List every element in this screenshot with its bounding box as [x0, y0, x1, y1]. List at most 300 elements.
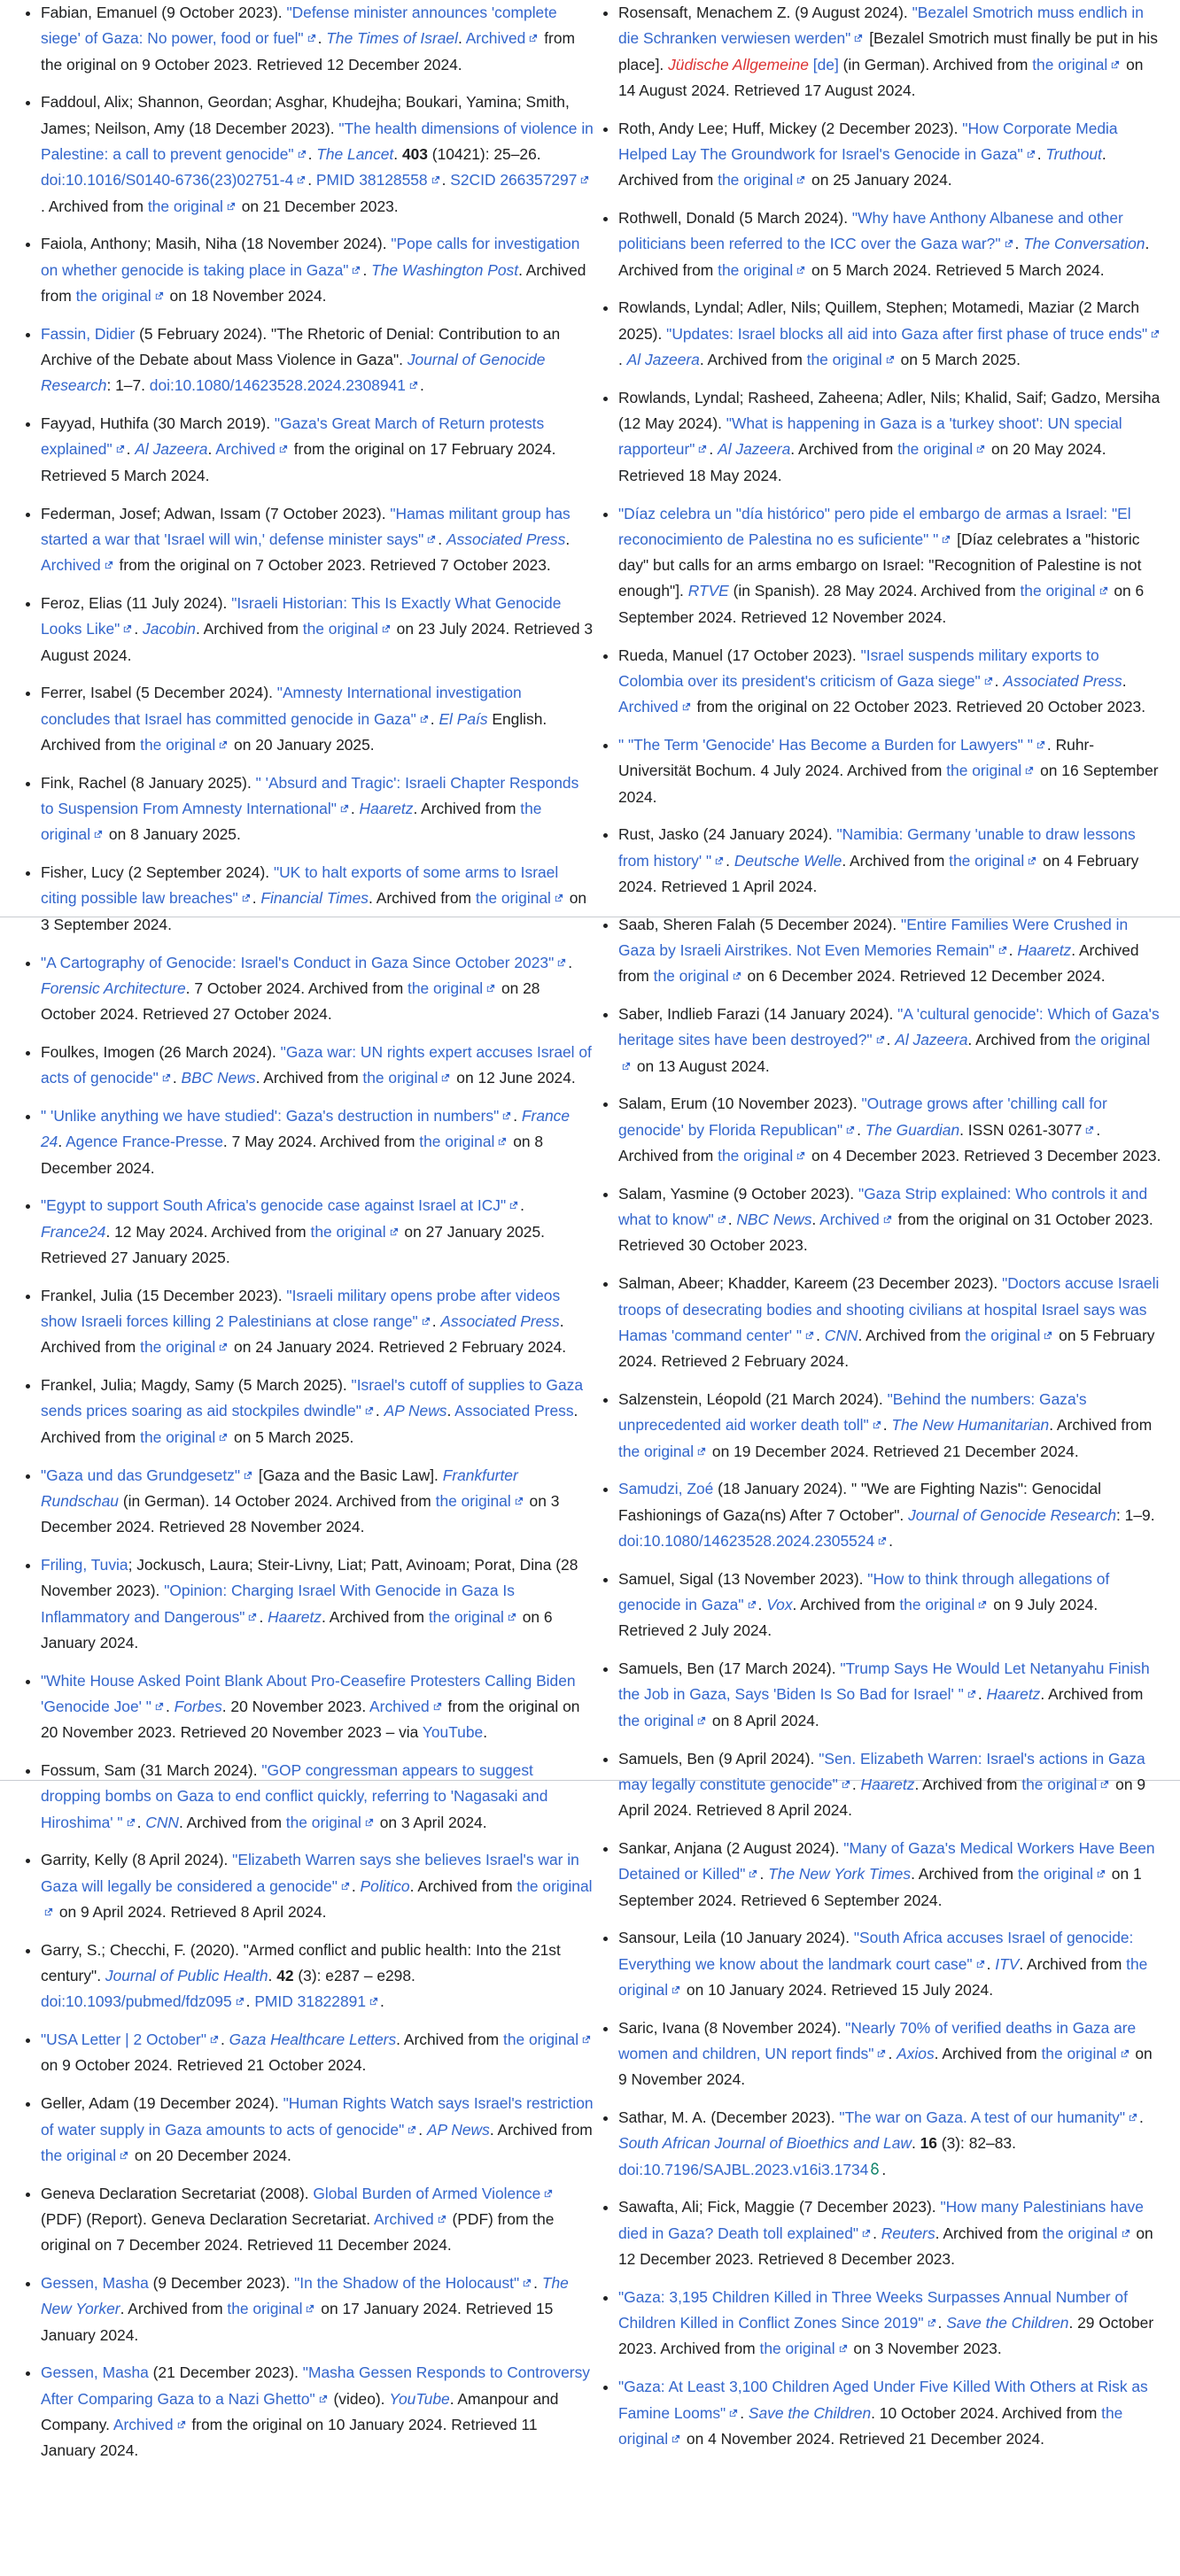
publication-link[interactable]: Deutsche Welle — [734, 851, 842, 870]
citation-link[interactable]: "How many Palestinians have died in Gaza? Death toll explained" — [618, 2198, 1144, 2242]
external-link-icon — [126, 1818, 136, 1828]
citation-link[interactable]: Archived — [373, 2209, 434, 2228]
reference-item — [618, 2194, 1162, 2272]
publication-link[interactable]: The New Yorker — [41, 2274, 569, 2318]
citation-text: . Archived from — [842, 851, 950, 870]
citation-link[interactable]: "Trump Says He Would Let Netanyahu Finish the Job in Gaza, Says 'Biden Is So Bad for Israel' " — [618, 1659, 1150, 1704]
citation-link[interactable]: Agence France-Presse — [66, 1133, 223, 1151]
citation-text: on 6 January 2024. — [41, 1607, 553, 1652]
publication-link[interactable]: Gaza Healthcare Letters — [229, 2031, 397, 2049]
citation-link[interactable]: the original — [227, 2300, 303, 2318]
citation-link[interactable]: " 'Unlike anything we have studied': Gaza's destruction in numbers" — [41, 1106, 500, 1125]
reference-list — [18, 0, 594, 2464]
citation-text: . Archived from — [322, 1607, 429, 1626]
citation-link[interactable]: "Pope calls for investigation on whether genocide is taking place in Gaza" — [41, 235, 580, 279]
citation-text: . Amanpour and Company. — [41, 2389, 559, 2434]
external-link-icon — [381, 624, 391, 634]
citation-text: Geller, Adam (19 December 2024). — [41, 2094, 283, 2113]
citation-link[interactable]: the original — [419, 1133, 495, 1151]
external-link-icon — [154, 1702, 164, 1712]
citation-text: . — [221, 2031, 229, 2049]
citation-link[interactable]: the original — [435, 1491, 511, 1510]
citation-link[interactable]: the original — [718, 171, 794, 190]
citation-link[interactable]: "Elizabeth Warren says she believes Israel's war in Gaza will legally be considered a genocide" — [41, 1851, 579, 1895]
citation-link[interactable]: "Amnesty International investigation concludes that Israel has committed genocide in Gaza" — [41, 684, 522, 728]
citation-text: on 9 November 2024. — [618, 2044, 1153, 2089]
citation-link[interactable]: the original — [1075, 1031, 1151, 1049]
citation-text: Samuels, Ben (17 March 2024). — [618, 1659, 841, 1678]
external-link-icon — [528, 34, 538, 43]
citation-link[interactable]: the original — [140, 735, 216, 754]
citation-link[interactable]: "Why have Anthony Albanese and other politicians been referred to the ICC over the Gaza war?" — [618, 209, 1123, 253]
citation-link[interactable]: "Gaza: At Least 3,100 Children Aged Under Five Killed With Others at Risk as Famine Looms" — [618, 2378, 1148, 2422]
publication-link[interactable]: Al Jazeera — [626, 351, 700, 369]
reference-item — [41, 1283, 594, 1361]
citation-text: . Archived from — [914, 1775, 1022, 1793]
citation-link[interactable]: "Israel suspends military exports to Colombia over its president's criticism of Gaza siege" — [618, 646, 1099, 690]
citation-text: . ISSN 0261-3077 — [959, 1120, 1083, 1139]
citation-link[interactable]: "South Africa accuses Israel of genocide: Everything we know about the landmark court case" — [618, 1929, 1134, 1973]
citation-text: . 7 May 2024. Archived from — [222, 1133, 420, 1151]
citation-text: . Archived from — [934, 2044, 1042, 2062]
citation-link[interactable]: the original — [1042, 2224, 1118, 2242]
citation-link[interactable]: "Entire Families Were Crushed in Gaza by Israeli Airstrikes. Not Even Memories Remain" — [618, 915, 1129, 959]
reference-item — [41, 2360, 594, 2464]
publication-link[interactable]: Al Jazeera — [718, 440, 791, 459]
citation-text: Federman, Josef; Adwan, Issam (7 October 2023). — [41, 504, 391, 522]
citation-link[interactable]: YouTube — [422, 1723, 484, 1742]
citation-text: (PDF) from the original on 7 December 2024. Retrieved 11 December 2024. — [41, 2209, 555, 2255]
citation-text: (18 January 2024). " "We are Fighting Nazis": Genocidal Fashionings of Gaza(ns) After 7 October". — [618, 1480, 1102, 1524]
citation-link[interactable]: the original — [897, 440, 974, 459]
reference-item — [618, 912, 1162, 990]
publication-link[interactable]: Truthout — [1045, 144, 1102, 163]
external-link-icon — [1098, 586, 1108, 596]
citation-link[interactable]: "Díaz celebra un "día histórico" pero pide el embargo de armas a Israel: "El reconocimiento de Palestina no es suficiente" " — [618, 504, 1131, 548]
publication-link[interactable]: The Conversation — [1023, 235, 1145, 253]
publication-link[interactable]: Vox — [766, 1596, 793, 1614]
publication-link[interactable]: BBC News — [181, 1069, 256, 1087]
citation-text: . — [709, 440, 718, 459]
citation-link[interactable]: the original — [310, 1222, 386, 1241]
citation-text: Roth, Andy Lee; Huff, Mickey (2 December 2023). — [618, 119, 963, 137]
citation-link[interactable]: "A Cartography of Genocide: Israel's Conduct in Gaza Since October 2023" — [41, 953, 555, 971]
publication-link[interactable]: Associated Press — [440, 1312, 560, 1331]
citation-link[interactable]: "Israeli Historian: This Is Exactly What Genocide Looks Like" — [41, 593, 562, 638]
volume-number: 42 — [276, 1967, 294, 1985]
citation-text: . — [565, 530, 571, 548]
citation-link[interactable]: "Gaza: 3,195 Children Killed in Three Weeks Surpasses Annual Number of Children Killed in Conflict Zones Since 2019" — [618, 2287, 1128, 2332]
citation-link[interactable]: "The war on Gaza. A test of our humanity" — [839, 2108, 1126, 2127]
external-link-icon — [431, 175, 440, 185]
publication-link[interactable]: El País — [439, 709, 488, 728]
citation-link[interactable]: Gessen, Masha — [41, 2274, 149, 2293]
citation-text: . — [438, 530, 446, 548]
citation-text: Sansour, Leila (10 January 2024). — [618, 1929, 854, 1947]
external-link-icon — [941, 535, 951, 545]
citation-link[interactable]: "White House Asked Point Blank About Pro-Ceasefire Protesters Calling Biden 'Genocide Joe' " — [41, 1671, 576, 1715]
publication-link[interactable]: Al Jazeera — [895, 1031, 968, 1049]
citation-link[interactable]: "Sen. Elizabeth Warren: Israel's actions in Gaza may legally constitute genocide" — [618, 1749, 1145, 1793]
citation-text: . — [886, 1031, 896, 1049]
citation-link[interactable]: "Gaza und das Grundgesetz" — [41, 1466, 241, 1484]
citation-text: Fabian, Emanuel (9 October 2023). — [41, 4, 287, 21]
citation-text: Frankel, Julia; Magdy, Samy (5 March 2025). — [41, 1376, 352, 1395]
citation-link[interactable]: Samudzi, Zoé — [618, 1480, 714, 1498]
publication-link[interactable]: Haaretz — [359, 800, 414, 818]
external-link-icon — [977, 1600, 987, 1610]
citation-link[interactable]: Fassin, Didier — [41, 324, 136, 343]
publication-link[interactable]: Al Jazeera — [135, 440, 208, 459]
citation-link[interactable]: Archived — [113, 2416, 174, 2434]
external-link-icon — [340, 1882, 350, 1891]
citation-link[interactable]: the original — [1017, 1865, 1093, 1884]
citation-text: . — [446, 1402, 455, 1420]
citation-link[interactable]: "How to think through allegations of genocide in Gaza" — [618, 1569, 1110, 1614]
citation-link[interactable]: Archived — [618, 698, 679, 716]
citation-text: . — [513, 1106, 522, 1125]
publication-link[interactable]: The New Humanitarian — [891, 1416, 1050, 1435]
citation-text: . — [430, 709, 439, 728]
citation-text: . — [533, 2274, 542, 2293]
citation-link[interactable]: the original — [41, 800, 542, 844]
citation-text: . — [419, 376, 424, 395]
citation-link[interactable]: the original — [965, 1326, 1041, 1344]
external-link-icon — [1110, 60, 1120, 70]
citation-text: . — [207, 440, 216, 459]
citation-text: . Archived from — [1049, 1416, 1153, 1435]
citation-link[interactable]: the original — [1041, 2044, 1117, 2062]
citation-link[interactable]: the original — [41, 2146, 117, 2164]
external-link-icon — [408, 381, 418, 391]
citation-link[interactable]: "Opinion: Charging Israel With Genocide in Gaza Is Inflammatory and Dangerous" — [41, 1582, 515, 1626]
external-link-icon — [241, 893, 251, 903]
citation-text: . Archived from — [618, 1120, 1101, 1165]
citation-text: [Gaza and the Basic Law]. — [254, 1466, 443, 1484]
citation-link[interactable]: the original — [75, 286, 151, 305]
publication-link[interactable]: YouTube — [389, 2389, 450, 2408]
citation-text: . — [259, 1607, 268, 1626]
citation-text: . — [362, 260, 372, 279]
citation-link[interactable]: the original — [1021, 1775, 1098, 1793]
external-link-icon — [838, 2344, 848, 2354]
citation-text: Geneva Declaration Secretariat (2008). — [41, 2184, 314, 2202]
citation-text: on 8 January 2025. — [105, 825, 241, 844]
citation-link[interactable]: the original — [759, 2340, 835, 2358]
external-link-icon — [1150, 329, 1160, 339]
citation-text: on 20 May 2024. Retrieved 18 May 2024. — [618, 440, 1106, 484]
citation-link[interactable]: the original — [618, 1442, 695, 1460]
citation-link[interactable]: the original — [428, 1607, 504, 1626]
reference-item — [618, 2374, 1162, 2452]
publication-link[interactable]: Haaretz — [1017, 941, 1072, 959]
external-link-icon — [364, 1818, 374, 1828]
publication-link[interactable]: Forensic Architecture — [41, 979, 186, 997]
citation-text: . — [994, 671, 1004, 690]
external-link-icon — [1096, 1869, 1106, 1879]
citation-text: Sankar, Anjana (2 August 2024). — [618, 1838, 844, 1857]
external-link-icon — [876, 2049, 886, 2059]
external-link-icon — [485, 984, 495, 994]
citation-text: on 25 January 2024. — [807, 171, 952, 190]
external-link-icon — [579, 175, 589, 185]
citation-link[interactable]: "Defense minister announces 'complete siege' of Gaza: No power, food or fuel" — [41, 4, 557, 48]
reference-item — [41, 1938, 594, 2015]
citation-text: Ferrer, Isabel (5 December 2024). — [41, 684, 277, 702]
external-link-icon — [1128, 2113, 1137, 2123]
citation-text: Saric, Ivana (8 November 2024). — [618, 2018, 846, 2037]
citation-link[interactable]: S2CID 266357297 — [450, 171, 578, 190]
citation-link[interactable]: the original — [140, 1427, 216, 1446]
citation-link[interactable]: doi:10.1093/pubmed/fdz095 — [41, 1992, 232, 2011]
citation-link[interactable]: the original — [899, 1596, 975, 1614]
citation-link[interactable]: the original — [516, 1876, 593, 1895]
publication-link[interactable]: Save the Children — [946, 2314, 1069, 2332]
publication-link[interactable]: The Guardian — [865, 1120, 960, 1139]
external-link-icon — [507, 1613, 516, 1622]
citation-text: . — [375, 1402, 384, 1420]
citation-text: . — [134, 620, 143, 638]
citation-link[interactable]: "USA Letter | 2 October" — [41, 2031, 206, 2049]
citation-text: . — [759, 1865, 769, 1884]
citation-link[interactable]: "Many of Gaza's Medical Workers Have Been Detained or Killed" — [618, 1838, 1155, 1884]
citation-link[interactable]: Archived — [41, 556, 101, 575]
reference-item — [41, 1463, 594, 1541]
publication-link[interactable]: Haaretz — [268, 1607, 322, 1626]
citation-text: Sathar, M. A. (December 2023). — [618, 2108, 840, 2127]
citation-link[interactable]: "The health dimensions of violence in Palestine: a call to prevent genocide" — [41, 119, 594, 163]
citation-link[interactable]: the original — [502, 2031, 579, 2049]
publication-link[interactable]: Save the Children — [748, 2403, 872, 2422]
publication-link[interactable]: France24 — [41, 1222, 106, 1241]
citation-link[interactable]: "Gaza war: UN rights expert accuses Israel of acts of genocide" — [41, 1042, 592, 1087]
citation-link[interactable]: "Human Rights Watch says Israel's restriction of water supply in Gaza amounts to acts of genocide" — [41, 2094, 594, 2139]
citation-link[interactable]: doi:10.7196/SAJBL.2023.v16i3.1734 — [618, 2160, 869, 2178]
citation-link[interactable]: PMID 38128558 — [315, 171, 428, 190]
citation-text: . — [58, 1133, 66, 1151]
reference-item — [41, 1758, 594, 1836]
citation-link[interactable]: "Bezalel Smotrich muss endlich in die Schranken verwiesen werden" — [618, 4, 1144, 48]
citation-link[interactable]: Global Burden of Armed Violence — [313, 2184, 541, 2202]
publication-link[interactable]: Associated Press — [446, 530, 566, 548]
citation-link[interactable]: "Hamas militant group has started a war that 'Israel will win,' defense minister says" — [41, 504, 571, 548]
external-link-icon — [218, 1433, 228, 1443]
citation-text: Rothwell, Donald (5 March 2024). — [618, 209, 852, 228]
citation-link[interactable]: " 'Absurd and Tragic': Israeli Chapter Responds to Suspension From Amnesty International" — [41, 773, 579, 818]
citation-text: on 9 October 2024. Retrieved 21 October 2024. — [41, 2056, 367, 2075]
external-link-icon — [796, 1151, 805, 1161]
publication-link[interactable]: AP News — [426, 2120, 490, 2139]
publication-link[interactable]: The Lancet — [316, 144, 394, 163]
external-link-icon — [841, 1780, 850, 1790]
citation-link[interactable]: Archived — [215, 440, 276, 459]
external-link-icon — [1026, 150, 1036, 159]
citation-text: on 5 March 2025. — [896, 351, 1021, 369]
citation-text: . — [252, 889, 261, 908]
citation-link[interactable]: "Israeli military opens probe after videos show Israeli forces killing 2 Palestinians at close range" — [41, 1286, 561, 1331]
citation-link[interactable]: "Outrage grows after 'chilling call for genocide' by Florida Republican" — [618, 1095, 1107, 1139]
external-link-icon — [307, 34, 316, 43]
citation-link[interactable]: Associated Press — [454, 1402, 574, 1420]
citation-text: . Archived from — [790, 440, 898, 459]
external-link-icon — [364, 1406, 374, 1416]
citation-link[interactable]: doi:10.1016/S0140-6736(23)02751-4 — [41, 171, 294, 190]
citation-link[interactable]: "Nearly 70% of verified deaths in Gaza are women and children, UN report finds" — [618, 2018, 1137, 2062]
citation-link[interactable]: "Updates: Israel blocks all aid into Gaza after first phase of truce ends" — [666, 324, 1148, 343]
external-link-icon — [235, 1997, 245, 2007]
publication-link[interactable]: Haaretz — [860, 1775, 915, 1793]
external-link-icon — [522, 2278, 532, 2288]
citation-text: on 20 January 2025. — [229, 735, 375, 754]
citation-link[interactable]: the original — [140, 1338, 216, 1357]
publication-link[interactable]: CNN — [824, 1326, 858, 1344]
citation-link[interactable]: "What is happening in Gaza is a 'turkey shoot': UN special rapporteur" — [618, 414, 1122, 459]
publication-link[interactable]: CNN — [145, 1813, 179, 1831]
citation-text: . Archived from — [413, 800, 521, 818]
citation-text: Samuel, Sigal (13 November 2023). — [618, 1569, 868, 1588]
citation-link[interactable]: doi:10.1080/14623528.2024.2305524 — [618, 1531, 875, 1550]
citation-link[interactable]: the original — [653, 967, 729, 986]
reference-item — [618, 1181, 1162, 1259]
citation-link[interactable]: the original — [1020, 582, 1096, 600]
citation-text: Saber, Indlieb Farazi (14 January 2024). — [618, 1005, 898, 1024]
citation-text: (video). — [329, 2389, 390, 2408]
citation-text: : 1–9. — [1116, 1505, 1155, 1524]
citation-link[interactable]: "Masha Gessen Responds to Controversy After Comparing Gaza to a Nazi Ghetto" — [41, 2363, 590, 2408]
citation-link[interactable]: "Gaza Strip explained: Who controls it and what to know" — [618, 1184, 1148, 1229]
reference-item — [41, 2270, 594, 2348]
publication-link[interactable]: The New York Times — [768, 1865, 912, 1884]
external-link-icon — [389, 1227, 399, 1237]
citation-link[interactable]: Archived — [369, 1697, 430, 1715]
citation-link[interactable]: "UK to halt exports of some arms to Israel citing possible law breaches" — [41, 863, 559, 908]
citation-link[interactable]: "Behind the numbers: Gaza's unprecedented aid worker death toll" — [618, 1389, 1087, 1435]
citation-link[interactable]: "Israel's cutoff of supplies to Gaza sends prices soaring as aid stockpiles dwindle" — [41, 1376, 584, 1420]
citation-link[interactable]: the original — [618, 1711, 695, 1729]
citation-text: . — [350, 800, 360, 818]
citation-link[interactable]: [de] — [812, 55, 839, 73]
citation-link[interactable]: "Egypt to support South Africa's genocide case against Israel at ICJ" — [41, 1196, 507, 1215]
citation-link[interactable]: the original — [285, 1813, 361, 1831]
citation-link[interactable]: the original — [946, 762, 1022, 780]
citation-text: . — [1139, 2108, 1144, 2127]
citation-text: . — [857, 1120, 866, 1139]
citation-link[interactable]: "In the Shadow of the Holocaust" — [294, 2274, 520, 2293]
publication-link[interactable]: AP News — [384, 1402, 447, 1420]
citation-link[interactable]: "Namibia: Germany 'unable to draw lessons from history' " — [618, 825, 1136, 870]
citation-text: on 3 April 2024. — [375, 1813, 487, 1831]
publication-link[interactable]: Financial Times — [260, 889, 369, 908]
citation-text: on 8 December 2024. — [41, 1133, 544, 1177]
citation-link[interactable]: the original — [302, 620, 378, 638]
citation-link[interactable]: the original — [718, 260, 794, 279]
citation-text: on 13 August 2024. — [633, 1056, 770, 1075]
publication-link[interactable]: NBC News — [736, 1211, 812, 1229]
citation-link[interactable]: Gessen, Masha — [41, 2363, 149, 2382]
citation-link[interactable]: PMID 31822891 — [254, 1992, 366, 2011]
citation-link[interactable]: the original — [362, 1069, 439, 1087]
publication-link[interactable]: The Times of Israel — [326, 29, 458, 48]
citation-link[interactable]: "Doctors accuse Israeli troops of desecrating bodies and shooting civilians at hospital Israel says was Hamas 'command center' " — [618, 1274, 1160, 1344]
citation-text: on 8 April 2024. — [708, 1711, 819, 1729]
citation-text: . — [1122, 671, 1127, 690]
citation-text: . — [726, 851, 734, 870]
citation-text: . Ruhr-Universität Bochum. 4 July 2024. Archived from — [618, 735, 1095, 780]
citation-text: on 3 December 2024. Retrieved 28 November 2024. — [41, 1491, 560, 1536]
citation-link[interactable]: "Gaza's Great March of Return protests explained" — [41, 414, 545, 459]
citation-text: . — [483, 1723, 488, 1742]
publication-link[interactable]: South African Journal of Bioethics and Law — [618, 2134, 912, 2153]
citation-link[interactable]: the original — [475, 889, 551, 908]
citation-text: . — [393, 144, 402, 163]
publication-link[interactable]: Haaretz — [986, 1685, 1041, 1704]
publication-link[interactable]: Associated Press — [1003, 671, 1122, 690]
publication-link[interactable]: France 24 — [41, 1106, 571, 1151]
publication-link[interactable]: Politico — [360, 1876, 410, 1895]
external-link-icon — [226, 202, 236, 212]
citation-text: . Archived from — [41, 1402, 578, 1446]
citation-link[interactable]: "GOP congressman appears to suggest dropping bombs on Gaza to end conflict quickly, referring to 'Nagasaki and Hiroshima' " — [41, 1761, 548, 1831]
publication-link[interactable]: Forbes — [174, 1697, 222, 1715]
publication-link[interactable]: Jacobin — [143, 620, 196, 638]
citation-link[interactable]: Archived — [465, 29, 526, 48]
citation-text: . 7 October 2024. Archived from — [185, 979, 408, 997]
citation-link[interactable]: the original — [949, 851, 1025, 870]
citation-link[interactable]: "How Corporate Media Helped Lay The Groundwork for Israel's Genocide in Gaza" — [618, 119, 1118, 163]
reference-item — [41, 89, 594, 219]
external-link-icon — [872, 1420, 881, 1430]
citation-link[interactable]: the original — [718, 1147, 794, 1165]
publication-link[interactable]: Journal of Genocide Research — [908, 1505, 1117, 1524]
citation-link[interactable]: the original — [806, 351, 882, 369]
citation-text: on 14 August 2024. Retrieved 17 August 2024. — [618, 55, 1144, 99]
reference-item — [618, 1002, 1162, 1079]
publication-link[interactable]: ITV — [995, 1954, 1020, 1973]
citation-link[interactable]: the original — [1032, 55, 1108, 73]
publication-link[interactable]: The Washington Post — [371, 260, 519, 279]
citation-text: . 10 October 2024. Archived from — [871, 2403, 1102, 2422]
citation-link[interactable]: Friling, Tuvia — [41, 1555, 128, 1574]
citation-link[interactable]: the original — [618, 2403, 1123, 2448]
reference-item — [618, 501, 1162, 630]
publication-link[interactable]: Journal of Genocide Research — [41, 351, 546, 395]
citation-text: on 4 December 2023. Retrieved 3 December 2023. — [807, 1147, 1161, 1165]
citation-link[interactable]: doi:10.1080/14623528.2024.2308941 — [149, 376, 406, 395]
citation-text: . — [727, 1211, 737, 1229]
external-link-icon — [407, 2125, 416, 2135]
citation-text: : 1–7. — [106, 376, 150, 395]
publication-link[interactable]: RTVE — [687, 582, 729, 600]
citation-link[interactable]: " "The Term 'Genocide' Has Become a Burden for Lawyers" " — [618, 735, 1033, 754]
citation-text: . — [937, 2314, 947, 2332]
citation-link[interactable]: "A 'cultural genocide': Which of Gaza's heritage sites have been destroyed?" — [618, 1005, 1160, 1049]
citation-link[interactable]: the original — [618, 1954, 1148, 1999]
citation-link[interactable]: Archived — [819, 1211, 880, 1229]
external-link-icon — [209, 2035, 219, 2045]
citation-text: . Archived from — [618, 144, 1106, 190]
publication-link[interactable]: Axios — [897, 2044, 935, 2062]
citation-text: Salam, Erum (10 November 2023). — [618, 1095, 862, 1113]
citation-link[interactable]: the original — [408, 979, 484, 997]
publication-link[interactable]: Frankfurter Rundschau — [41, 1466, 518, 1510]
red-link[interactable]: Jüdische Allgemeine — [668, 55, 809, 73]
publication-link[interactable]: Reuters — [881, 2224, 935, 2242]
citation-text: . — [888, 2044, 897, 2062]
reference-item — [618, 2105, 1162, 2183]
citation-text: from the original on 20 November 2023. Retrieved 20 November 2023 – via — [41, 1697, 580, 1742]
publication-link[interactable]: Journal of Public Health — [105, 1967, 268, 1985]
citation-link[interactable]: the original — [147, 197, 223, 215]
